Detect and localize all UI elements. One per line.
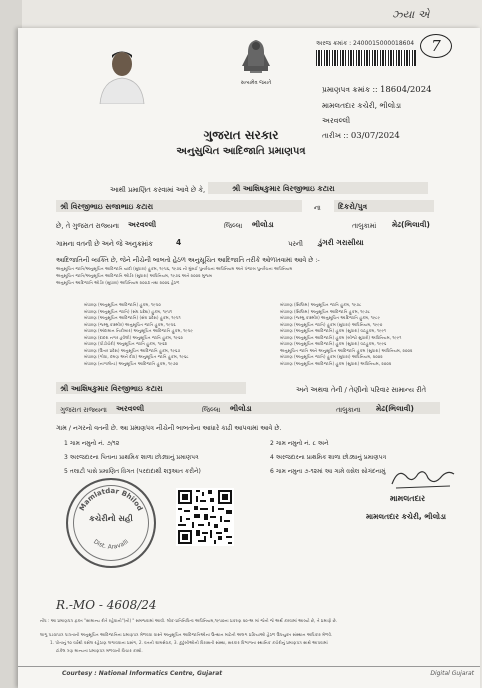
district2-label: જિલ્લા [202,406,221,414]
applicant-name: શ્રી આશિષકુમાર વિરજીભાઇ કટારા [232,184,335,193]
qr-code [176,488,234,546]
order-item: બંધારણ (અનુસૂચિત જાતિ) (સંઘ પ્રદેશ) હુકમ, ૧૯૫૧ [84,308,173,314]
serial-number: 4 [176,238,182,247]
footer-brand: Digital Gujarat [430,670,474,677]
order-item: બંધારણ (સિક્કિમ) અનુસૂચિત જાતિ હુકમ, ૧૯૭૮ [280,302,362,307]
orders-line-2: અનુસૂચિત જાતિ/અનુસૂચિત આદિજાતિ ઓર્ડર (સુધારા) અધિનિયમ, ૧૯૭૬ અને ૨૦૦૨ મુજબ [56,273,213,278]
family-text: અને અથવા તેની / તેણીનો પરિવાર સામાન્ય રીતે [296,386,427,394]
barcode-label: અરજ ક્રમાંક : 2400015000018604 [316,40,415,47]
office-seal [66,478,156,568]
note-line-1: નોંધ : આ પ્રમાણપત્ર ફક્ત "સામાન્ય રીતે રહેવાનો"(નો) " સમજવામાં આવી. લોક-પ્રતિનિધિત્વ અધિનિયમ,૧૯૫૦ના પ્રકરણ ૨૦-અ માં જેનો જે અર્થ કરવામાં આવ્યો છે, તે પ્રમાણે છે. [40,618,338,623]
document-item: 3 અરજદારના પિતાના પ્રાથમિક શાળા છોડ્યાનું પ્રમાણપત્ર [64,454,199,461]
orders-line-1: અનુસૂચિત જાતિ/અનુસૂચિત આદિજાતિ યાદી (સુધારા) હુકમ, ૧૯૫૬, ૧૯૭૬ નો મુંબઈ પુનર્રચના અધિનિયમ અને પંજાબ પુનર્રચના અધિનિયમ [56,266,293,271]
note-line-3: 1. પોતાનું ૧૦ વર્ષથી વસેલ રહેઠાણ લગાવવાના પ્રસંગ, 2. વતની ગ્રામસેવક, 3. કુટુંબીઓની વિરાસતી સંસ્થા, સરકાર વિભાગના સ્થાનિક કચેરીનું પ્રમાણપત્ર સાથે આપવામાં [50,640,328,645]
state-label: ગુજરાત રાજ્યના [60,406,107,414]
residence-taluka-district: ભીલોડા [252,220,274,229]
issuing-office: મામલતદાર કચેરી, ભીલોડા [322,101,402,110]
order-item: બંધારણ (અનુસૂચિત આદિજાતિ) હુકમ, ૧૯૫૦ [84,302,161,307]
seal-text: કચેરીનો સહી [89,514,133,523]
orders-right-list [280,302,450,367]
district2-value: ભીલોડા [230,404,252,413]
intro-text: આથી પ્રમાણિત કરવામાં આવે છે કે, [110,186,206,194]
circled-page-number: 7 [420,34,452,58]
district-label: જિલ્લા [224,222,243,230]
order-item: બંધારણ (નાગાલેન્ડ) અનુસૂચિત આદિજાતિ હુકમ, ૧૯૭૦ [84,360,179,366]
document-item: 5 તલાટી પાસે પ્રમાણિત વિગત (પરદાદાથી શરૂઆત કરીને) [64,468,201,475]
order-item: બંધારણ (સિક્કિમ) અનુસૂચિત આદિજાતિ હુકમ, ૧૯૭૮ [280,308,371,314]
order-item: બંધારણ (દાદરા નગર હવેલી) અનુસૂચિત જાતિ હુકમ, ૧૯૬૨ [84,334,183,340]
tribe-label: પરની [288,240,303,248]
order-item: બંધારણ (પોંડીચેરી) અનુસૂચિત જાતિ હુકમ, ૧૯૬૪ [84,341,168,346]
document-item: 4 અરજદારના પ્રાથમિક શાળા છોડ્યાનું પ્રમાણપત્ર [270,454,387,461]
taluka2-label: તાલુકાના [336,406,361,414]
order-item: બંધારણ (અનુસૂચિત આદિજાતિ) હુકમ (બીજો સુધારો) અધિનિયમ, ૧૯૯૧ [280,334,402,340]
state-district: અરવલ્લી [116,404,145,413]
handwritten-top-note: ઝ્યા એ [392,8,430,21]
order-item: બંધારણ (જમ્મુ કાશ્મીર) અનુસૂચિત જાતિ હુકમ, ૧૯૫૬ [84,321,176,327]
certificate-no-label: પ્રમાણપત્ર ક્રમાંક :: [322,85,378,94]
government-title: ગુજરાત સરકાર [203,128,279,142]
tribe-name: ડુંગરી ગરાસીયા [318,238,364,247]
relation-label: ના [314,204,321,212]
orders-line-3: અનુસૂચિત આદિજાતિ ઓર્ડર (સુધારા) અધિનિયમ ૨૦૦૩ તથા ૨૦૦૬ હેઠળ [56,280,180,285]
relation-value: દિકરો/પુત્ર [338,202,368,211]
state-emblem-icon [236,32,276,78]
order-item: બંધારણ (અનુસૂચિત આદિજાતિ) હુકમ (સુધારા) વટહુકમ, ૧૯૯૧ [280,328,387,333]
footer-courtesy: Courtesy : National Informatics Centre, Gujarat [62,670,223,677]
tribe-text: આદિજાતિની વ્યક્તિ છે, જેને નીચેની બાબતો હેઠળ અનુસૂચિત આદિજાતિ તરીકે ઓળખવામાં આવે છે :- [56,256,320,264]
residence-label: છે, તે ગુજરાત રાજ્યના [56,222,120,230]
document-item: 1 ગામ નમુનો નં. ૭/૧૨ [64,440,120,447]
family-name: શ્રી આશિષકુમાર વિરજીભાઇ કટારા [60,384,163,393]
residence-district: અરવલ્લી [128,220,157,229]
taluka-label: તાલુકામાં [352,222,377,230]
barcode-bars [316,50,416,66]
seal-bottom-text: Dist. Aravalli [92,538,130,551]
certificate-title: અનુસુચિત આદિજાતિ પ્રમાણપત્ર [176,146,306,157]
father-name: શ્રી વિરજીભાઇ સજાભાઇ કટારા [60,202,154,211]
seal-ring-text: Mamlatdar Bhilod [77,486,145,513]
certificate-number: 18604/2024 [379,85,432,95]
issue-date: 03/07/2024 [350,131,400,141]
residence-taluka: મેઢ(ભિલાવી) [392,220,430,229]
orders-left-list [84,302,254,367]
order-item: બંધારણ (અંદામાન નિકોબાર) અનુસૂચિત આદિજાતિ હુકમ, ૧૯૫૯ [84,328,193,333]
order-item: બંધારણ (અનુસૂચિત આદિજાતિ) હુકમ (સુધારા) અધિનિયમ, ૨૦૦૨ [280,360,392,366]
signatory-office: મામલતદાર કચેરી, ભીલોડા [366,512,447,521]
taluka2-value: મેઢ(ભિલાવી) [376,404,414,413]
order-item: અનુસૂચિત જાતિ અને અનુસૂચિત આદિજાતિ હુકમ (સુધારા) અધિનિયમ, ૨૦૦૨ [280,347,413,353]
emblem-caption: સત્યમેવ જયતે [240,80,272,86]
footer-bar [18,666,480,681]
issuing-district: અરવલ્લી [322,116,351,125]
note-line-2: લાગુ પડવાપાત્ર પાત્રતાની અનુસૂચિત આદિજાતિના પ્રમાણપત્ર મેળવવા વાસ્તે અનુસૂચિત આદિજાતિઓના ઉત્થાન માટેની અલગ પ્રક્રિયાઓ હેઠળ ઉપયુક્ત સંસ્થાન અધિકાર મેળવે. [40,632,333,637]
order-item: બંધારણ (ગોવા, દમણ અને દીવ) અનુસૂચિત જાતિ હુકમ, ૧૯૬૮ [84,354,189,359]
date-label: તારીખ :: [322,131,349,140]
documents-intro: ગામ / નગરનો વતની છે. આ પ્રમાણપત્ર નીચેની બાબતોના આધારે કાઢી આપવામાં આવે છે. [56,424,282,432]
order-item: બંધારણ (અનુસૂચિત જાતિ) હુકમ (સુધારા) અધિનિયમ, ૨૦૦૨ [280,354,383,359]
order-item: બંધારણ (જમ્મુ કાશ્મીર) અનુસૂચિત આદિજાતિ હુકમ, ૧૯૮૯ [280,315,381,320]
officer-signature [388,466,458,496]
document-item: 2 ગામ નમુનો નં. ૮ અને [270,440,329,447]
order-item: બંધારણ (અનુસૂચિત આદિજાતિ) (સંઘ પ્રદેશ) હુકમ, ૧૯૫૧ [84,315,181,320]
order-item: બંધારણ (અનુસૂચિત જાતિ) હુકમ (સુધારા) અધિનિયમ, ૧૯૯૦ [280,321,383,327]
svg-text:Dist. Aravalli [92,538,130,551]
handwritten-reference: R.-MO - 4608/24 [56,598,157,612]
note-line-4: ટાંકેલ ત્રણ માન્યતા પ્રમાણપત્ર મળવાની વિચાર કરશે. [56,648,143,653]
svg-text:Mamlatdar Bhilod [78,487,144,512]
application-barcode [316,40,416,66]
applicant-photo [96,44,148,104]
signatory-designation: મામલતદાર [390,494,426,503]
order-item: બંધારણ (ઉત્તર પ્રદેશ) અનુસૂચિત આદિજાતિ હુકમ, ૧૯૬૭ [84,347,181,353]
order-item: બંધારણ (અનુસૂચિત આદિજાતિ) હુકમ (સુધારા) વટહુકમ, ૧૯૯૬ [280,341,387,346]
document-item: 6 ગામ નમુના ૭-૧૨માં આ ગામે વસેલ સોગંદનામું [270,468,386,475]
village-prefix: ગામના વતની છે અને જે અનુક્રમાંક [56,240,153,248]
